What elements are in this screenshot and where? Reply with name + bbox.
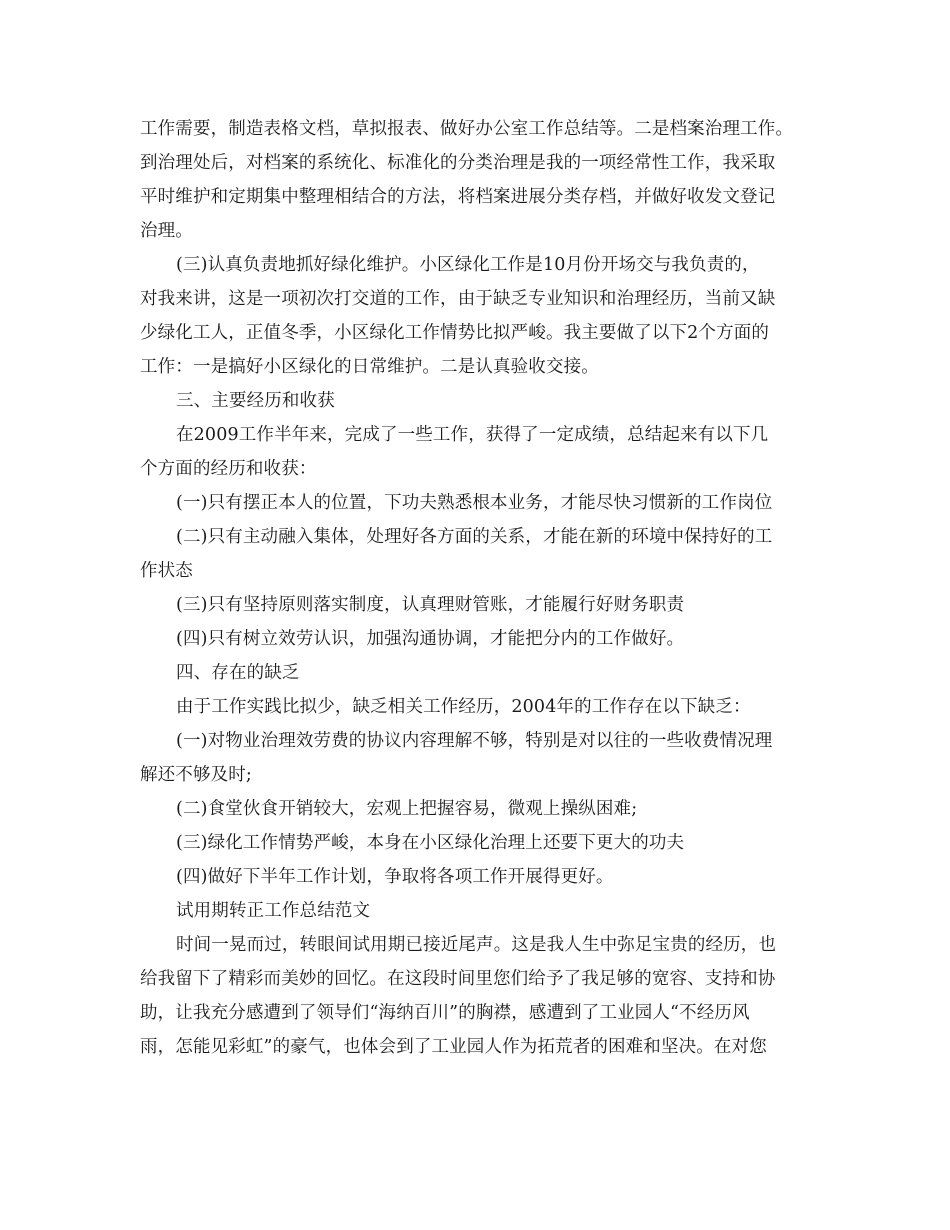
text-line: (二)只有主动融入集体，处理好各方面的关系，才能在新的环境中保持好的工	[176, 527, 773, 547]
text-line: 平时维护和定期集中整理相结合的方法，将档案进展分类存档，并做好收发文登记	[140, 187, 776, 207]
text-line: 三、主要经历和收获	[176, 391, 335, 411]
text-line: (四)做好下半年工作计划，争取将各项工作开展得更好。	[176, 867, 614, 887]
text-line: (四)只有树立效劳认识，加强沟通协调，才能把分内的工作做好。	[176, 629, 685, 649]
text-line: (三)绿化工作情势严峻，本身在小区绿化治理上还要下更大的功夫	[176, 833, 685, 853]
text-line: 雨，怎能见彩虹”的豪气，也体会到了工业园人作为拓荒者的困难和坚决。在对您	[140, 1037, 767, 1057]
text-line: 治理。	[140, 221, 193, 241]
text-line: 少绿化工人，正值冬季，小区绿化工作情势比拟严峻。我主要做了以下2个方面的	[140, 323, 770, 343]
text-line: 给我留下了精彩而美妙的回忆。在这段时间里您们给予了我足够的宽容、支持和协	[140, 969, 776, 989]
text-line: (一)只有摆正本人的位置，下功夫熟悉根本业务，才能尽快习惯新的工作岗位	[176, 493, 773, 513]
text-line: 到治理处后，对档案的系统化、标准化的分类治理是我的一项经常性工作，我采取	[140, 153, 776, 173]
text-line: 个方面的经历和收获：	[140, 459, 317, 479]
text-line: 四、存在的缺乏	[176, 663, 300, 683]
text-line: 工作需要，制造表格文档，草拟报表、做好办公室工作总结等。二是档案治理工作。	[140, 119, 794, 139]
text-line: 作状态	[140, 561, 193, 581]
text-line: 对我来讲，这是一项初次打交道的工作，由于缺乏专业知识和治理经历，当前又缺	[140, 289, 776, 309]
text-line: 工作：一是搞好小区绿化的日常维护。二是认真验收交接。	[140, 357, 599, 377]
text-line: 助，让我充分感遭到了领导们“海纳百川”的胸襟，感遭到了工业园人“不经历风	[140, 1003, 750, 1023]
text-line: (三)认真负责地抓好绿化维护。小区绿化工作是10月份开场交与我负责的，	[176, 255, 760, 275]
text-line: (三)只有坚持原则落实制度，认真理财管账，才能履行好财务职责	[176, 595, 685, 615]
text-line: 试用期转正工作总结范文	[176, 901, 371, 921]
text-line: 在2009工作半年来，完成了一些工作，获得了一定成绩，总结起来有以下几	[176, 425, 769, 445]
text-line: (二)食堂伙食开销较大，宏观上把握容易，微观上操纵困难;	[176, 799, 638, 819]
text-line: 时间一晃而过，转眼间试用期已接近尾声。这是我人生中弥足宝贵的经历，也	[176, 935, 777, 955]
text-line: 解还不够及时;	[140, 765, 252, 785]
body-text	[140, 112, 840, 1064]
text-line: 由于工作实践比拟少，缺乏相关工作经历，2004年的工作存在以下缺乏：	[176, 697, 751, 717]
text-line: (一)对物业治理效劳费的协议内容理解不够，特别是对以往的一些收费情况理	[176, 731, 773, 751]
